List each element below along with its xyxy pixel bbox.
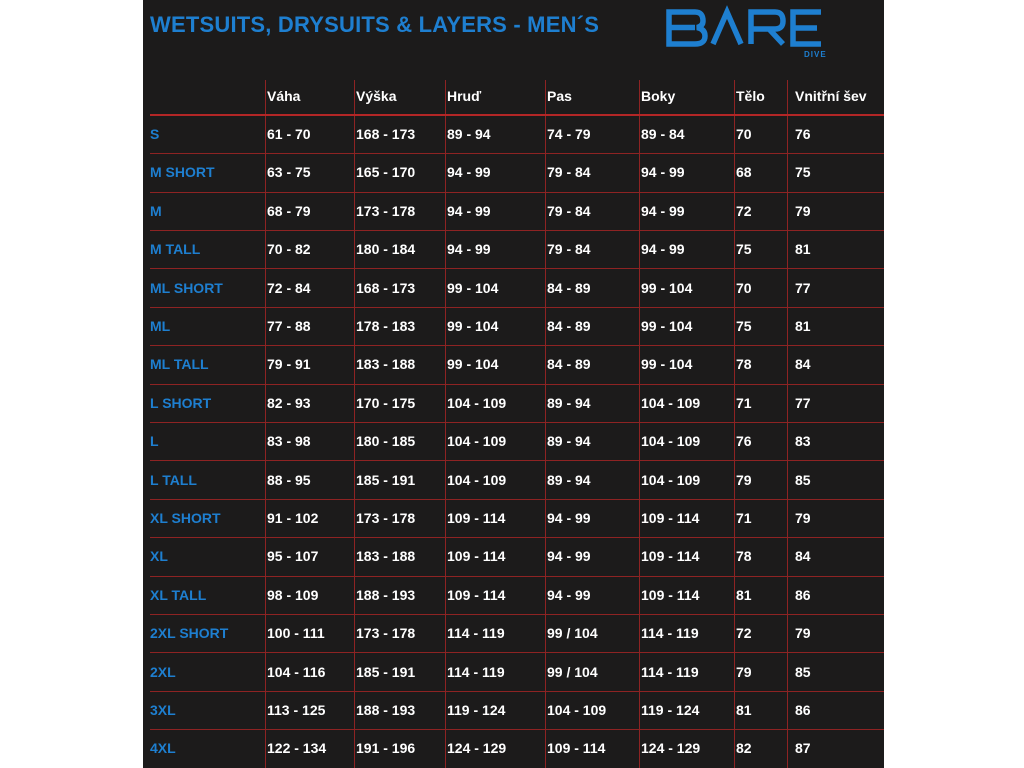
table-cell: 85 <box>795 663 811 680</box>
table-cell: 79 - 84 <box>547 241 591 258</box>
table-cell: 109 - 114 <box>547 740 606 757</box>
table-cell: 94 - 99 <box>641 164 685 181</box>
table-cell: 124 - 129 <box>641 740 701 757</box>
table-cell: 109 - 114 <box>641 548 700 565</box>
table-cell: 71 <box>736 394 752 411</box>
table-cell: 104 - 109 <box>641 394 701 411</box>
table-cell: 114 - 119 <box>641 663 699 680</box>
table-cell: 77 <box>795 279 811 296</box>
table-cell: 185 - 191 <box>356 663 416 680</box>
table-cell: 94 - 99 <box>641 241 685 258</box>
table-cell: 79 <box>795 625 811 642</box>
table-cell: 94 - 99 <box>547 510 591 526</box>
table-cell: 85 <box>795 471 811 488</box>
table-cell: 104 - 109 <box>447 394 507 411</box>
size-label: 3XL <box>150 702 176 718</box>
row-divider <box>150 307 884 308</box>
table-cell: 100 - 111 <box>267 625 325 642</box>
table-cell: 91 - 102 <box>267 510 319 526</box>
table-cell: 79 <box>736 471 752 488</box>
table-cell: 188 - 193 <box>356 702 416 718</box>
row-divider <box>150 153 884 154</box>
table-cell: 109 - 114 <box>447 548 506 565</box>
table-cell: 72 - 84 <box>267 279 311 296</box>
row-divider <box>150 576 884 577</box>
table-cell: 71 <box>736 510 752 526</box>
column-header: Pas <box>547 88 572 104</box>
size-label: 4XL <box>150 740 176 757</box>
table-cell: 99 - 104 <box>447 318 499 334</box>
table-cell: 83 - 98 <box>267 433 311 450</box>
table-cell: 99 - 104 <box>447 279 499 296</box>
size-chart-canvas <box>143 0 884 768</box>
table-cell: 119 - 124 <box>447 702 506 718</box>
table-cell: 99 - 104 <box>447 356 499 373</box>
header-divider <box>150 114 884 116</box>
table-cell: 94 - 99 <box>641 202 685 219</box>
table-cell: 87 <box>795 740 811 757</box>
table-cell: 70 - 82 <box>267 241 311 258</box>
size-table <box>143 0 884 768</box>
chart-title: WETSUITS, DRYSUITS & LAYERS - MEN´S <box>150 12 600 37</box>
table-cell: 84 - 89 <box>547 356 591 373</box>
table-cell: 84 - 89 <box>547 318 591 334</box>
size-label: XL TALL <box>150 586 207 603</box>
size-label: XL SHORT <box>150 510 221 526</box>
row-divider <box>150 460 884 461</box>
table-cell: 188 - 193 <box>356 586 416 603</box>
table-cell: 104 - 109 <box>547 702 607 718</box>
table-cell: 88 - 95 <box>267 471 311 488</box>
logo-subtext: DIVE <box>804 50 827 59</box>
table-cell: 114 - 119 <box>641 625 699 642</box>
table-cell: 79 - 91 <box>267 356 311 373</box>
table-cell: 68 - 79 <box>267 202 311 219</box>
table-cell: 99 - 104 <box>641 356 693 373</box>
table-cell: 119 - 124 <box>641 702 700 718</box>
table-cell: 77 - 88 <box>267 318 311 334</box>
table-cell: 173 - 178 <box>356 625 416 642</box>
table-cell: 74 - 79 <box>547 126 591 142</box>
row-divider <box>150 268 884 269</box>
table-cell: 185 - 191 <box>356 471 416 488</box>
table-cell: 94 - 99 <box>547 586 591 603</box>
table-cell: 122 - 134 <box>267 740 327 757</box>
column-header: Váha <box>267 88 301 104</box>
row-divider <box>150 422 884 423</box>
row-divider <box>150 230 884 231</box>
row-divider <box>150 537 884 538</box>
row-divider <box>150 691 884 692</box>
table-cell: 81 <box>736 702 752 718</box>
table-cell: 104 - 116 <box>267 663 326 680</box>
size-label: ML <box>150 318 171 334</box>
table-cell: 72 <box>736 202 752 219</box>
table-cell: 109 - 114 <box>447 510 506 526</box>
row-divider <box>150 614 884 615</box>
table-cell: 61 - 70 <box>267 126 311 142</box>
table-cell: 173 - 178 <box>356 202 416 219</box>
table-cell: 77 <box>795 394 811 411</box>
table-cell: 78 <box>736 356 752 373</box>
column-header: Vnitřní šev <box>795 88 867 104</box>
table-cell: 81 <box>736 586 752 603</box>
table-cell: 82 - 93 <box>267 394 311 411</box>
table-cell: 104 - 109 <box>447 433 507 450</box>
column-divider <box>787 80 788 768</box>
row-divider <box>150 192 884 193</box>
table-cell: 79 - 84 <box>547 164 591 181</box>
table-cell: 180 - 184 <box>356 241 416 258</box>
table-cell: 89 - 94 <box>547 394 591 411</box>
table-cell: 75 <box>736 318 752 334</box>
table-cell: 99 - 104 <box>641 318 693 334</box>
table-cell: 94 - 99 <box>447 202 491 219</box>
table-cell: 89 - 94 <box>547 433 591 450</box>
table-cell: 86 <box>795 586 811 603</box>
table-cell: 183 - 188 <box>356 548 416 565</box>
table-cell: 94 - 99 <box>447 164 491 181</box>
row-divider <box>150 499 884 500</box>
column-header: Boky <box>641 88 676 104</box>
table-cell: 79 <box>795 510 811 526</box>
table-cell: 89 - 84 <box>641 126 685 142</box>
table-cell: 94 - 99 <box>447 241 491 258</box>
table-cell: 104 - 109 <box>641 471 701 488</box>
table-cell: 70 <box>736 279 752 296</box>
size-label: M <box>150 202 162 219</box>
table-cell: 109 - 114 <box>641 510 700 526</box>
size-label: ML TALL <box>150 356 209 373</box>
column-divider <box>265 80 266 768</box>
table-cell: 82 <box>736 740 752 757</box>
table-cell: 79 <box>736 663 752 680</box>
table-cell: 168 - 173 <box>356 126 416 142</box>
table-cell: 89 - 94 <box>547 471 591 488</box>
table-cell: 72 <box>736 625 752 642</box>
table-cell: 104 - 109 <box>447 471 507 488</box>
table-cell: 124 - 129 <box>447 740 507 757</box>
table-cell: 68 <box>736 164 752 181</box>
table-cell: 170 - 175 <box>356 394 416 411</box>
table-cell: 79 <box>795 202 811 219</box>
size-label: L TALL <box>150 471 197 488</box>
table-cell: 98 - 109 <box>267 586 319 603</box>
table-cell: 78 <box>736 548 752 565</box>
table-cell: 86 <box>795 702 811 718</box>
table-cell: 79 - 84 <box>547 202 591 219</box>
row-divider <box>150 652 884 653</box>
table-cell: 76 <box>736 433 752 450</box>
table-cell: 109 - 114 <box>447 586 506 603</box>
size-label: 2XL <box>150 663 176 680</box>
row-divider <box>150 345 884 346</box>
size-label: XL <box>150 548 168 565</box>
table-cell: 84 <box>795 548 811 565</box>
size-label: S <box>150 126 160 142</box>
column-header: Hruď <box>447 88 482 104</box>
row-divider <box>150 729 884 730</box>
table-cell: 191 - 196 <box>356 740 416 757</box>
table-cell: 109 - 114 <box>641 586 700 603</box>
table-cell: 168 - 173 <box>356 279 416 296</box>
table-cell: 165 - 170 <box>356 164 416 181</box>
table-cell: 84 <box>795 356 811 373</box>
column-divider <box>445 80 446 768</box>
table-cell: 70 <box>736 126 752 142</box>
table-cell: 104 - 109 <box>641 433 701 450</box>
table-cell: 183 - 188 <box>356 356 416 373</box>
table-cell: 114 - 119 <box>447 663 505 680</box>
size-label: 2XL SHORT <box>150 625 229 642</box>
column-divider <box>545 80 546 768</box>
table-cell: 99 / 104 <box>547 625 598 642</box>
column-divider <box>734 80 735 768</box>
table-cell: 84 - 89 <box>547 279 591 296</box>
table-cell: 180 - 185 <box>356 433 416 450</box>
table-cell: 178 - 183 <box>356 318 416 334</box>
table-cell: 95 - 107 <box>267 548 319 565</box>
size-label: M TALL <box>150 241 201 258</box>
table-cell: 76 <box>795 126 811 142</box>
table-cell: 99 / 104 <box>547 663 598 680</box>
row-divider <box>150 384 884 385</box>
table-cell: 83 <box>795 433 811 450</box>
table-cell: 75 <box>795 164 811 181</box>
column-header: Tělo <box>736 88 765 104</box>
table-cell: 81 <box>795 241 811 258</box>
table-cell: 81 <box>795 318 811 334</box>
table-cell: 75 <box>736 241 752 258</box>
column-header: Výška <box>356 88 397 104</box>
size-label: M SHORT <box>150 164 215 181</box>
table-cell: 114 - 119 <box>447 625 505 642</box>
table-cell: 173 - 178 <box>356 510 416 526</box>
table-cell: 99 - 104 <box>641 279 693 296</box>
size-label: L <box>150 433 159 450</box>
size-label: ML SHORT <box>150 279 223 296</box>
table-cell: 94 - 99 <box>547 548 591 565</box>
size-label: L SHORT <box>150 394 212 411</box>
table-cell: 113 - 125 <box>267 702 326 718</box>
table-cell: 63 - 75 <box>267 164 311 181</box>
table-cell: 89 - 94 <box>447 126 491 142</box>
column-divider <box>354 80 355 768</box>
column-divider <box>639 80 640 768</box>
